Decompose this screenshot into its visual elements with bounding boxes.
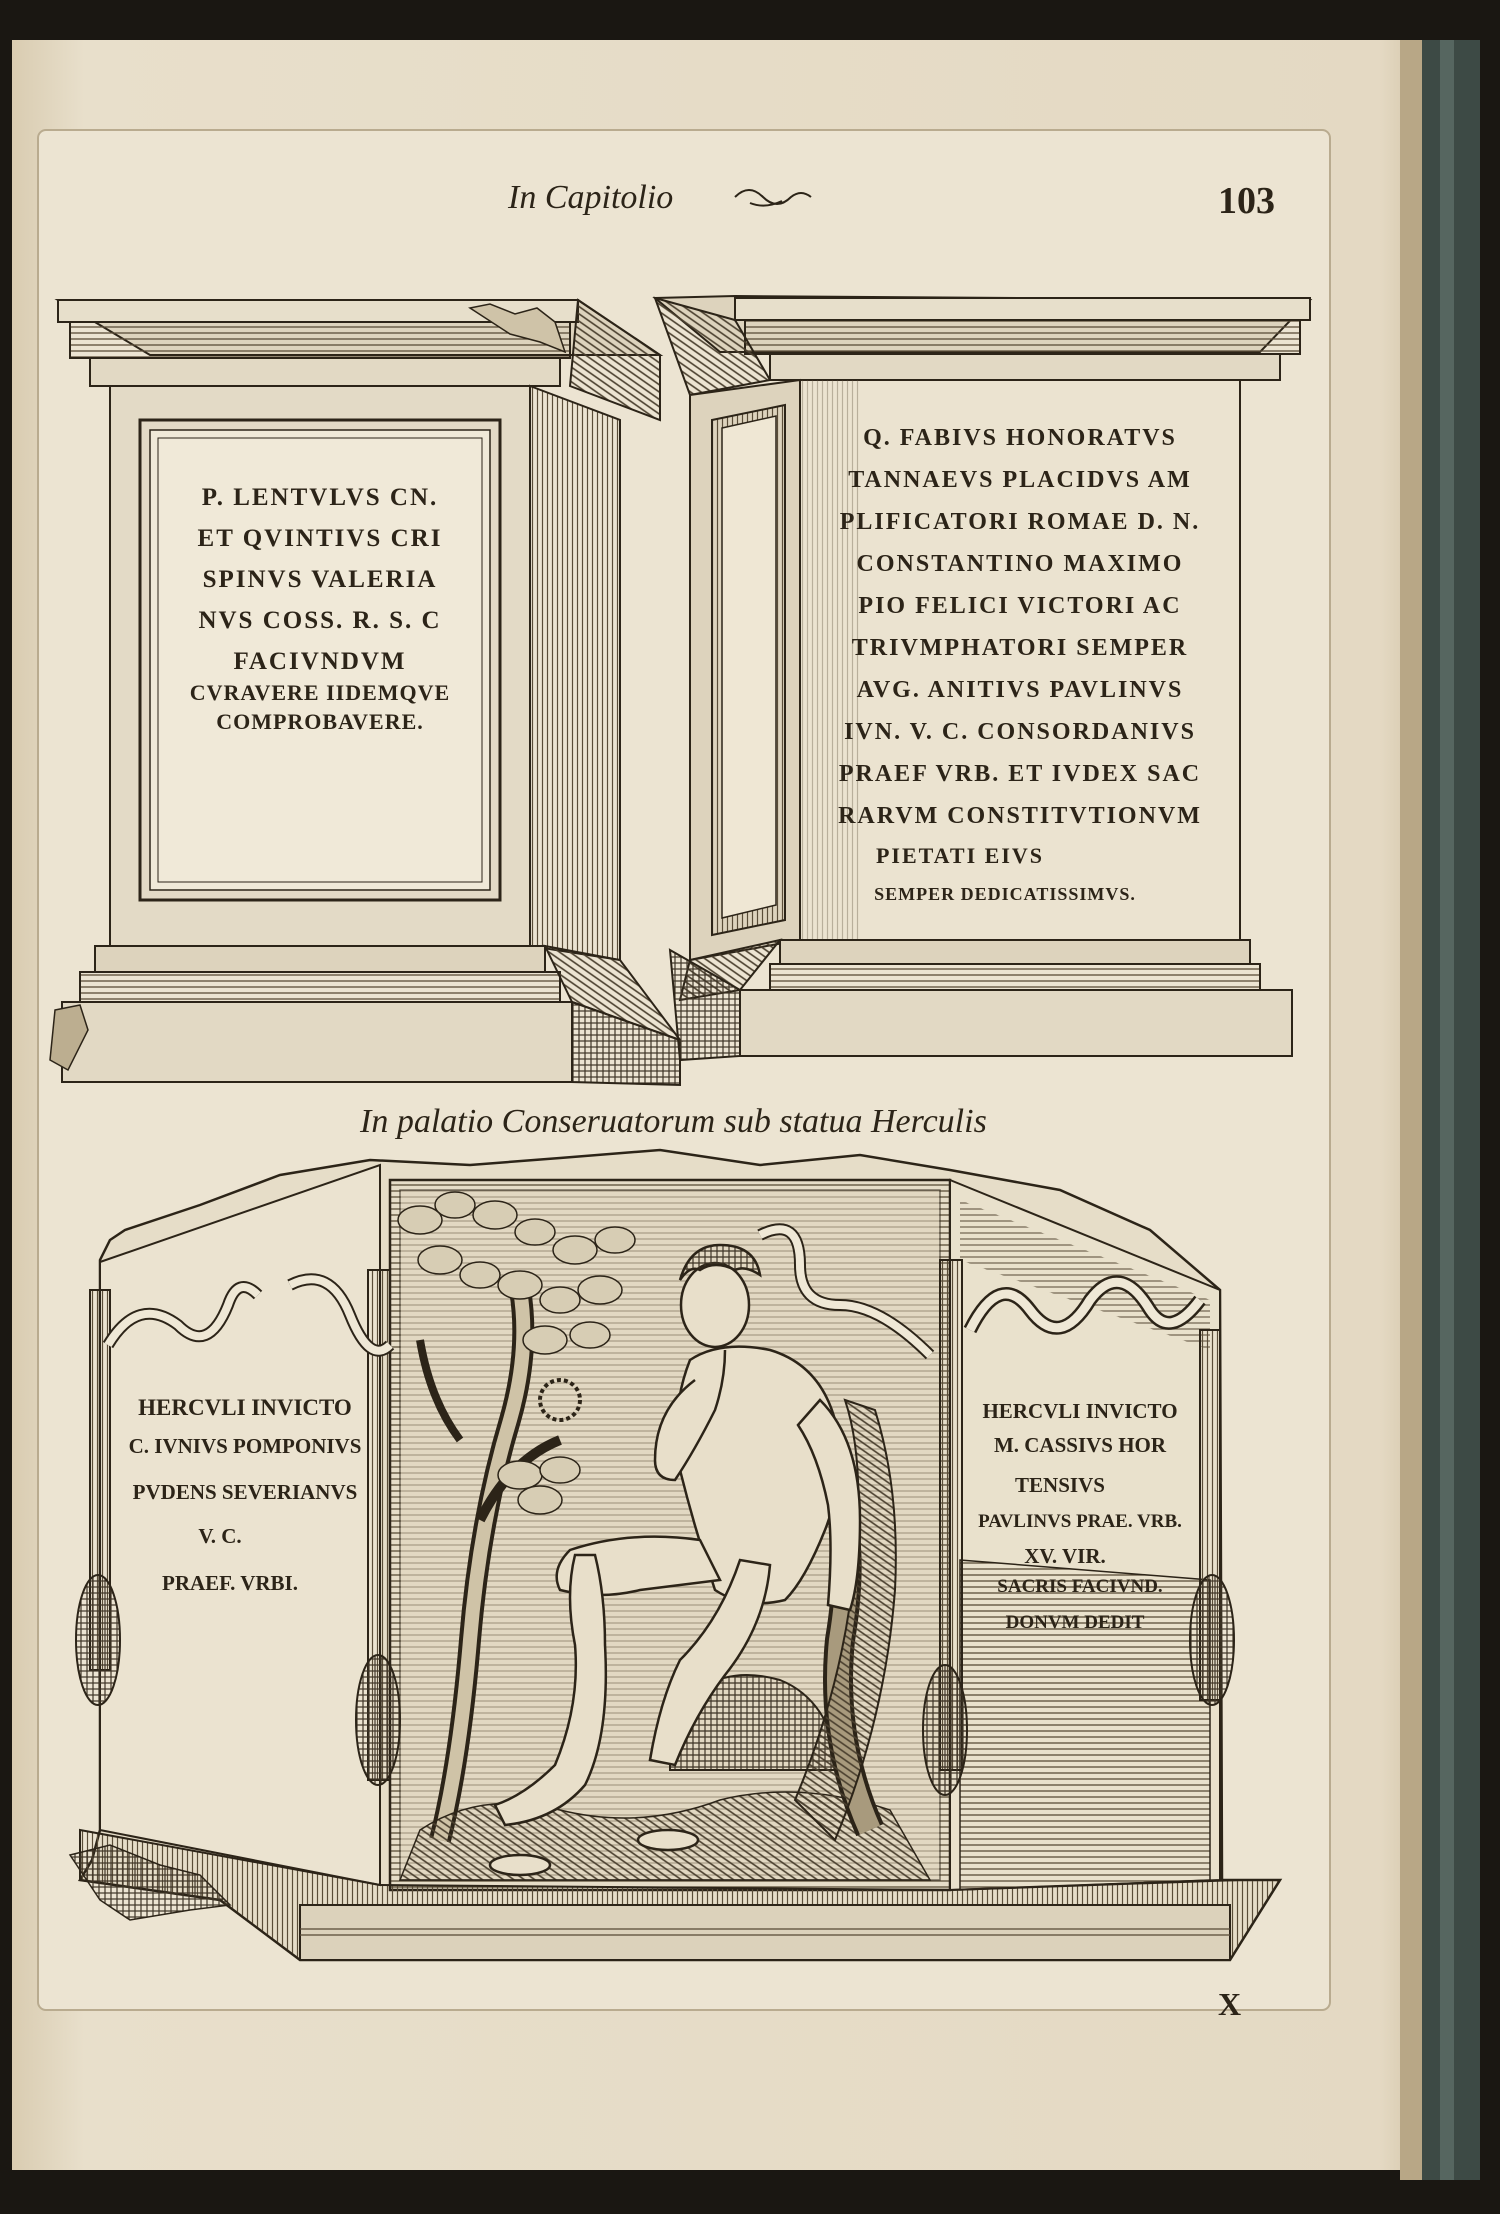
inscription-line: RARVM CONSTITVTIONVM xyxy=(838,803,1202,829)
running-title: In Capitolio xyxy=(508,179,674,216)
inscription-line: FACIVNDVM xyxy=(233,648,407,675)
inscription-line: ET QVINTIVS CRI xyxy=(197,525,443,552)
inscription-line: PRAEF VRB. ET IVDEX SAC xyxy=(838,761,1202,787)
inscription-line: P. LENTVLVS CN. xyxy=(201,484,439,511)
inscription-line: PAVLINVS PRAE. VRB. xyxy=(978,1511,1182,1532)
inscription-line: SPINVS VALERIA xyxy=(202,566,438,593)
inscription-line: XV. VIR. xyxy=(1024,1544,1106,1568)
inscription-line: PRAEF. VRBI. xyxy=(162,1571,298,1595)
inscription-line: CVRAVERE IIDEMQVE xyxy=(189,680,451,705)
inscription-line: PLIFICATORI ROMAE D. N. xyxy=(839,509,1201,535)
inscription-line: AVG. ANITIVS PAVLINVS xyxy=(856,677,1184,703)
inscription-line: COMPROBAVERE. xyxy=(216,709,424,734)
section-caption: In palatio Conseruatorum sub statua Herculis xyxy=(360,1103,987,1140)
inscription-line: Q. FABIVS HONORATVS xyxy=(863,425,1177,451)
inscription-line: CONSTANTINO MAXIMO xyxy=(856,551,1184,577)
inscription-line: NVS COSS. R. S. C xyxy=(198,607,442,634)
inscription-line: TENSIVS xyxy=(1015,1473,1105,1497)
inscription-line: HERCVLI INVICTO xyxy=(138,1395,352,1420)
inscription-line: M. CASSIVS HOR xyxy=(993,1433,1167,1457)
inscription-line: IVN. V. C. CONSORDANIVS xyxy=(844,719,1196,745)
inscription-line: PIO FELICI VICTORI AC xyxy=(858,593,1182,619)
inscription-line: SACRIS FACIVND. xyxy=(997,1576,1163,1597)
inscription-line: SEMPER DEDICATISSIMVS. xyxy=(874,884,1136,904)
plate-mark: X xyxy=(1218,1986,1242,2022)
inscription-line: HERCVLI INVICTO xyxy=(982,1399,1178,1423)
inscription-line: C. IVNIVS POMPONIVS xyxy=(128,1434,362,1458)
inscription-line: PVDENS SEVERIANVS xyxy=(132,1480,358,1504)
inscription-line: PIETATI EIVS xyxy=(875,843,1045,868)
inscription-line: DONVM DEDIT xyxy=(1005,1612,1145,1633)
inscription-line: TRIVMPHATORI SEMPER xyxy=(851,635,1189,661)
inscription-line: V. C. xyxy=(198,1524,242,1548)
page-number: 103 xyxy=(1218,180,1275,222)
inscription-line: TANNAEVS PLACIDVS AM xyxy=(848,467,1192,493)
